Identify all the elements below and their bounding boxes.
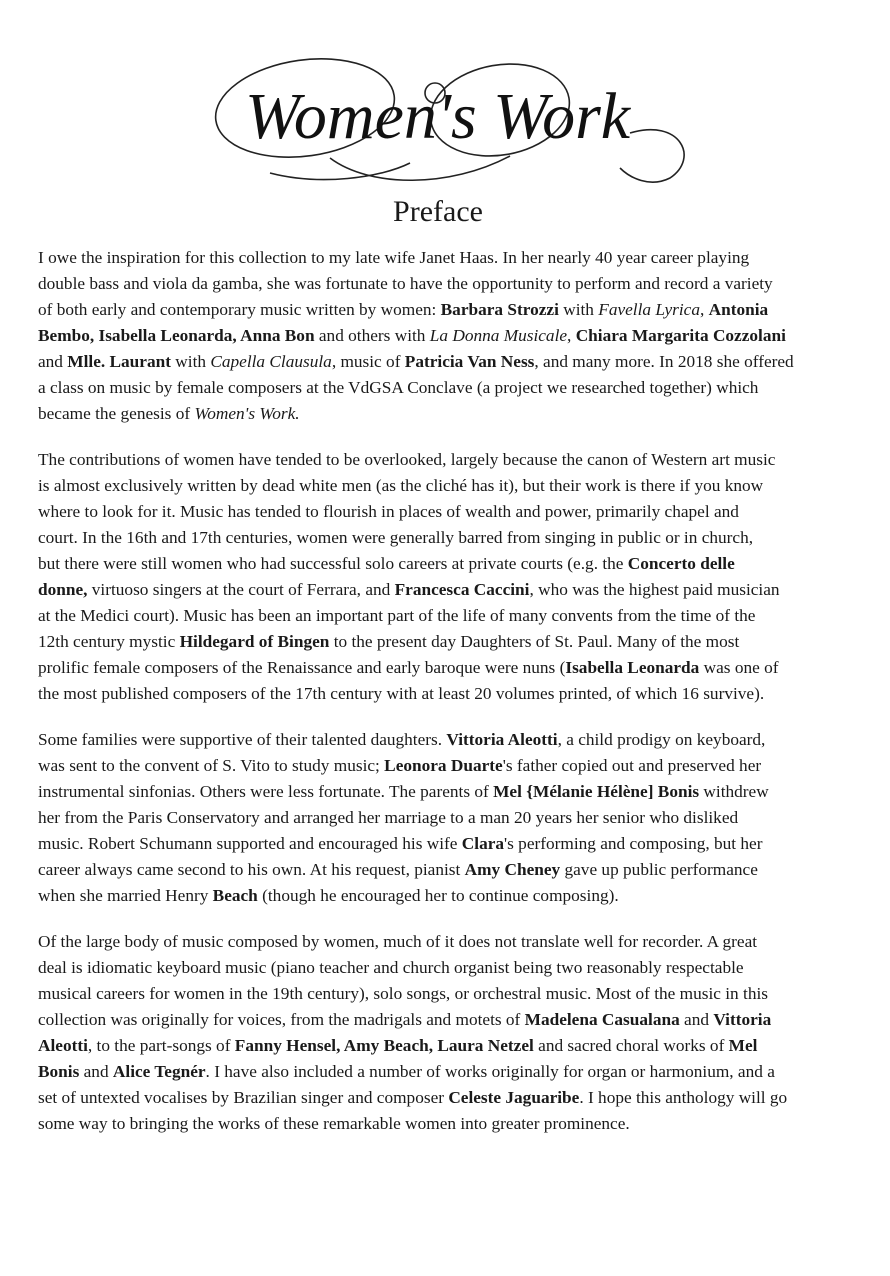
text-line — [38, 981, 868, 1007]
text-run: music. Robert Schumann supported and encouraged his wife — [38, 834, 462, 853]
text-run: and — [38, 352, 68, 371]
text-run: some way to bringing the works of these remarkable women into greater prominence. — [38, 1114, 630, 1133]
bold-name: Bembo, Isabella Leonarda, Anna Bon — [38, 326, 315, 345]
text-run: , who was the highest paid musician — [529, 580, 780, 599]
text-line — [38, 401, 868, 427]
bold-name: Chiara Margarita Cozzolani — [575, 326, 786, 345]
bold-name: Concerto delle — [627, 554, 735, 573]
bold-name: Patricia Van Ness — [404, 352, 535, 371]
bold-name: Isabella Leonarda — [565, 658, 700, 677]
italic-title: Women's Work. — [194, 404, 300, 423]
text-run: became the genesis of — [38, 404, 195, 423]
text-run: . I hope this anthology will go — [579, 1088, 788, 1107]
text-run: career always came second to his own. At his request, pianist — [38, 860, 465, 879]
text-line — [38, 551, 868, 577]
bold-name: Vittoria — [713, 1010, 772, 1029]
text-run: I owe the inspiration for this collection to my late wife Janet Haas. In her nearly 40 year career playing — [38, 248, 750, 267]
text-run: where to look for it. Music has tended to flourish in places of wealth and power, primarily chapel and — [38, 502, 739, 521]
italic-title: Capella Clausula — [210, 352, 332, 371]
text-run: when she married Henry — [38, 886, 213, 905]
text-line — [38, 681, 868, 707]
text-run: The contributions of women have tended to be overlooked, largely because the canon of Western art music — [38, 450, 776, 469]
text-line — [38, 323, 868, 349]
text-run: , and many more. In 2018 she offered — [534, 352, 794, 371]
italic-title: Favella Lyrica — [598, 300, 700, 319]
text-run: (though he encouraged her to continue composing). — [257, 886, 619, 905]
paragraph — [38, 245, 868, 427]
text-run: , a child prodigy on keyboard, — [557, 730, 766, 749]
text-line — [38, 375, 868, 401]
text-run: , — [567, 326, 576, 345]
text-run: , to the part-songs of — [87, 1036, 235, 1055]
bold-name: Aleotti — [38, 1036, 88, 1055]
bold-name: Beach — [212, 886, 258, 905]
text-run: . I have also included a number of works originally for organ or harmonium, and a — [205, 1062, 775, 1081]
text-run: her from the Paris Conservatory and arranged her marriage to a man 20 years her senior who disliked — [38, 808, 739, 827]
bold-name: Leonora Duarte — [384, 756, 503, 775]
text-run: was sent to the convent of S. Vito to study music; — [38, 756, 385, 775]
text-run: of both early and contemporary music written by women: — [38, 300, 441, 319]
text-line — [38, 499, 868, 525]
bold-name: Alice Tegnér — [112, 1062, 206, 1081]
bold-name: Mlle. Laurant — [67, 352, 171, 371]
text-run: instrumental sinfonias. Others were less fortunate. The parents of — [38, 782, 494, 801]
text-line — [38, 577, 868, 603]
text-run: with — [558, 300, 599, 319]
text-line — [38, 1085, 868, 1111]
text-run: and — [79, 1062, 113, 1081]
script-logo-graphic — [210, 38, 700, 193]
text-run: 's father copied out and preserved her — [502, 756, 762, 775]
text-run: is almost exclusively written by dead white men (as the cliché has it), but their work is there if you know — [38, 476, 764, 495]
text-line — [38, 447, 868, 473]
bold-name: Hildegard of Bingen — [179, 632, 330, 651]
text-line — [38, 603, 868, 629]
text-line — [38, 929, 868, 955]
text-run: 12th century mystic — [38, 632, 180, 651]
text-run: to the present day Daughters of St. Paul. Many of the most — [329, 632, 740, 651]
text-line — [38, 1033, 868, 1059]
preface-body — [38, 245, 868, 1157]
text-line — [38, 525, 868, 551]
text-line — [38, 805, 868, 831]
text-run: and others with — [314, 326, 430, 345]
text-run: the most published composers of the 17th century with at least 20 volumes printed, of which 16 survive). — [38, 684, 765, 703]
text-run: a class on music by female composers at the VdGSA Conclave (a project we researched together) which — [38, 378, 759, 397]
text-line — [38, 349, 868, 375]
text-line — [38, 629, 868, 655]
text-run: , music of — [331, 352, 405, 371]
text-run: deal is idiomatic keyboard music (piano teacher and church organist being two reasonably respectable — [38, 958, 744, 977]
text-line — [38, 1111, 868, 1137]
svg-text:Women's Work: Women's Work — [245, 80, 631, 153]
text-line — [38, 779, 868, 805]
bold-name: Antonia — [708, 300, 769, 319]
bold-name: Vittoria Aleotti — [446, 730, 558, 749]
text-line — [38, 1007, 868, 1033]
text-line — [38, 857, 868, 883]
text-run: virtuoso singers at the court of Ferrara, and — [87, 580, 395, 599]
text-run: 's performing and composing, but her — [504, 834, 763, 853]
bold-name: Celeste Jaguaribe — [448, 1088, 580, 1107]
text-line — [38, 753, 868, 779]
page-title: Preface — [393, 195, 483, 228]
text-run: collection was originally for voices, from the madrigals and motets of — [38, 1010, 525, 1029]
text-line — [38, 271, 868, 297]
text-run: , — [699, 300, 709, 319]
text-line — [38, 245, 868, 271]
bold-name: Fanny Hensel, Amy Beach, Laura Netzel — [234, 1036, 534, 1055]
text-run: court. In the 16th and 17th centuries, women were generally barred from singing in public or in church, — [38, 528, 754, 547]
text-run: was one of — [699, 658, 779, 677]
text-run: musical careers for women in the 19th century), solo songs, or orchestral music. Most of the music in this — [38, 984, 768, 1003]
paragraph — [38, 447, 868, 707]
text-line — [38, 727, 868, 753]
bold-name: Madelena Casualana — [524, 1010, 680, 1029]
text-run: with — [170, 352, 211, 371]
bold-name: Mel {Mélanie Hélène] Bonis — [493, 782, 700, 801]
bold-name: Barbara Strozzi — [440, 300, 559, 319]
italic-title: La Donna Musicale — [429, 326, 568, 345]
bold-name: donne, — [38, 580, 88, 599]
text-run: withdrew — [699, 782, 769, 801]
text-run: and sacred choral works of — [533, 1036, 729, 1055]
text-line — [38, 297, 868, 323]
text-run: prolific female composers of the Renaissance and early baroque were nuns ( — [38, 658, 566, 677]
bold-name: Mel — [728, 1036, 758, 1055]
text-run: Of the large body of music composed by women, much of it does not translate well for recorder. A great — [38, 932, 758, 951]
bold-name: Francesca Caccini — [394, 580, 530, 599]
text-run: gave up public performance — [560, 860, 758, 879]
text-line — [38, 1059, 868, 1085]
paragraph — [38, 929, 868, 1137]
bold-name: Amy Cheney — [464, 860, 561, 879]
womens-work-logo — [210, 38, 700, 193]
text-line — [38, 473, 868, 499]
text-line — [38, 883, 868, 909]
text-run: Some families were supportive of their talented daughters. — [38, 730, 447, 749]
paragraph — [38, 727, 868, 909]
text-line — [38, 831, 868, 857]
text-run: at the Medici court). Music has been an important part of the life of many convents from the time of the — [38, 606, 756, 625]
text-run: set of untexted vocalises by Brazilian singer and composer — [38, 1088, 449, 1107]
text-run: but there were still women who had successful solo careers at private courts (e.g. the — [38, 554, 628, 573]
text-line — [38, 955, 868, 981]
text-run: double bass and viola da gamba, she was fortunate to have the opportunity to perform and record a variety — [38, 274, 773, 293]
bold-name: Bonis — [38, 1062, 80, 1081]
text-line — [38, 655, 868, 681]
bold-name: Clara — [461, 834, 505, 853]
text-run: and — [679, 1010, 714, 1029]
